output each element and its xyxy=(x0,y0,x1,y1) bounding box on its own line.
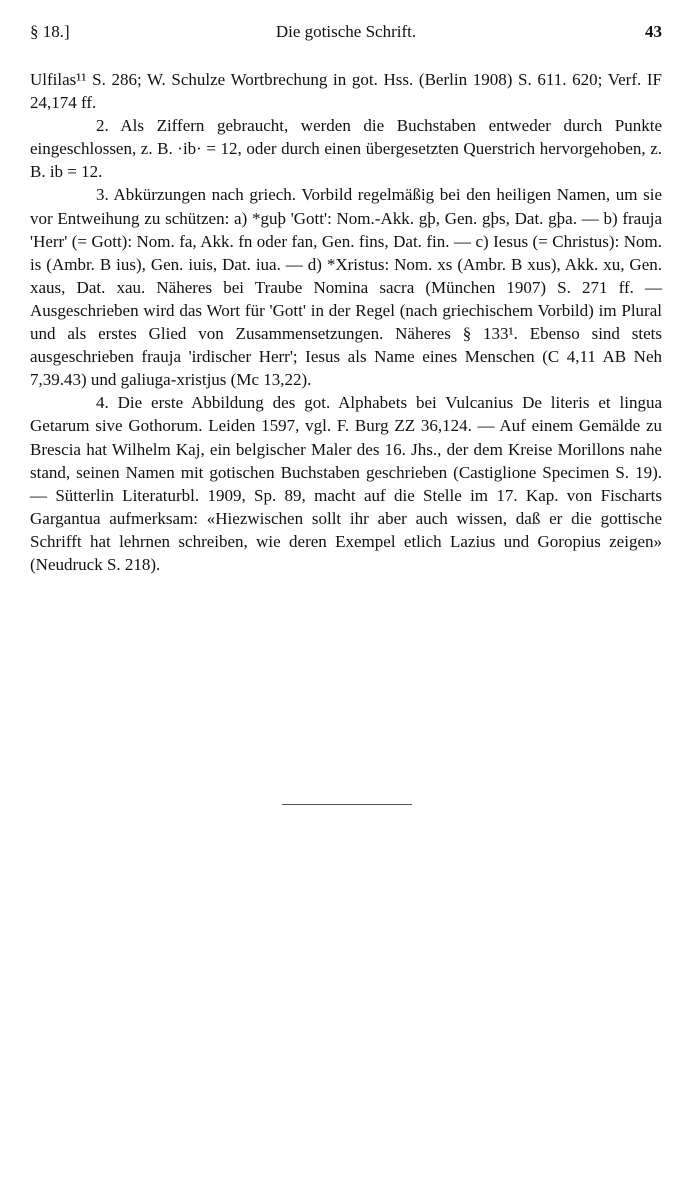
body-text xyxy=(30,68,662,576)
end-rule xyxy=(282,804,412,805)
page-number: 43 xyxy=(645,22,662,41)
page-title: Die gotische Schrift. xyxy=(275,22,417,41)
paragraph-4: 4. Die erste Abbildung des got. Alphabets bei Vulcanius De literis et lingua Getarum sive Gothorum. Leiden 1597, vgl. F. Burg ZZ 36,124. — Auf einem Gemälde zu Brescia hat Wilhelm Kaj, ein belgischer Maler des 16. Jhs., der dem Kreise Morillons nahe stand, seinen Namen mit gotischen Buchstaben geschrieben (Castiglione Specimen S. 19). — Sütterlin Literaturbl. 1909, Sp. 89, macht auf die Stelle im 17. Kap. von Fischarts Gargantua aufmerksam: «Hiezwischen sollt ihr aber auch wissen, daß er die gottische Schrifft hat lehrnen schreiben, wie deren Exempel etlich Lazius und Goropius zeigen» (Neudruck S. 218). xyxy=(30,393,662,574)
section-reference: § 18.] xyxy=(30,22,70,41)
running-header xyxy=(30,22,662,46)
paragraph-1: Ulfilas¹¹ S. 286; W. Schulze Wortbrechung in got. Hss. (Berlin 1908) S. 611. 620; Verf. IF 24,174 ff. xyxy=(30,70,662,113)
paragraph-3: 3. Abkürzungen nach griech. Vorbild regelmäßig bei den heiligen Namen, um sie vor Entweihung zu schützen: a) *guþ 'Gott': Nom.-Akk. gþ, Gen. gþs, Dat. gþa. — b) frauja 'Herr' (= Gott): Nom. fa, Akk. fn oder fan, Gen. fins, Dat. fin. — c) Iesus (= Christus): Nom. is (Ambr. B ius), Gen. iuis, Dat. iua. — d) *Xristus: Nom. xs (Ambr. B xus), Akk. xu, Gen. xaus, Dat. xau. Näheres bei Traube Nomina sacra (München 1907) S. 271 ff. — Ausgeschrieben wird das Wort für 'Gott' in der Regel (nach griechischem Vorbild) im Plural und als erstes Glied von Zusammensetzungen. Näheres § 133¹. Ebenso sind stets ausgeschrieben frauja 'irdischer Herr'; Iesus als Name eines Menschen (C 4,11 AB Neh 7,39.43) und galiuga-xristjus (Mc 13,22). xyxy=(30,185,662,390)
paragraph-2: 2. Als Ziffern gebraucht, werden die Buchstaben entweder durch Punkte eingeschlossen, z. B. ·ib· = 12, oder durch einen übergesetzten Querstrich hervorgehoben, z. B. ib = 12. xyxy=(30,116,662,182)
